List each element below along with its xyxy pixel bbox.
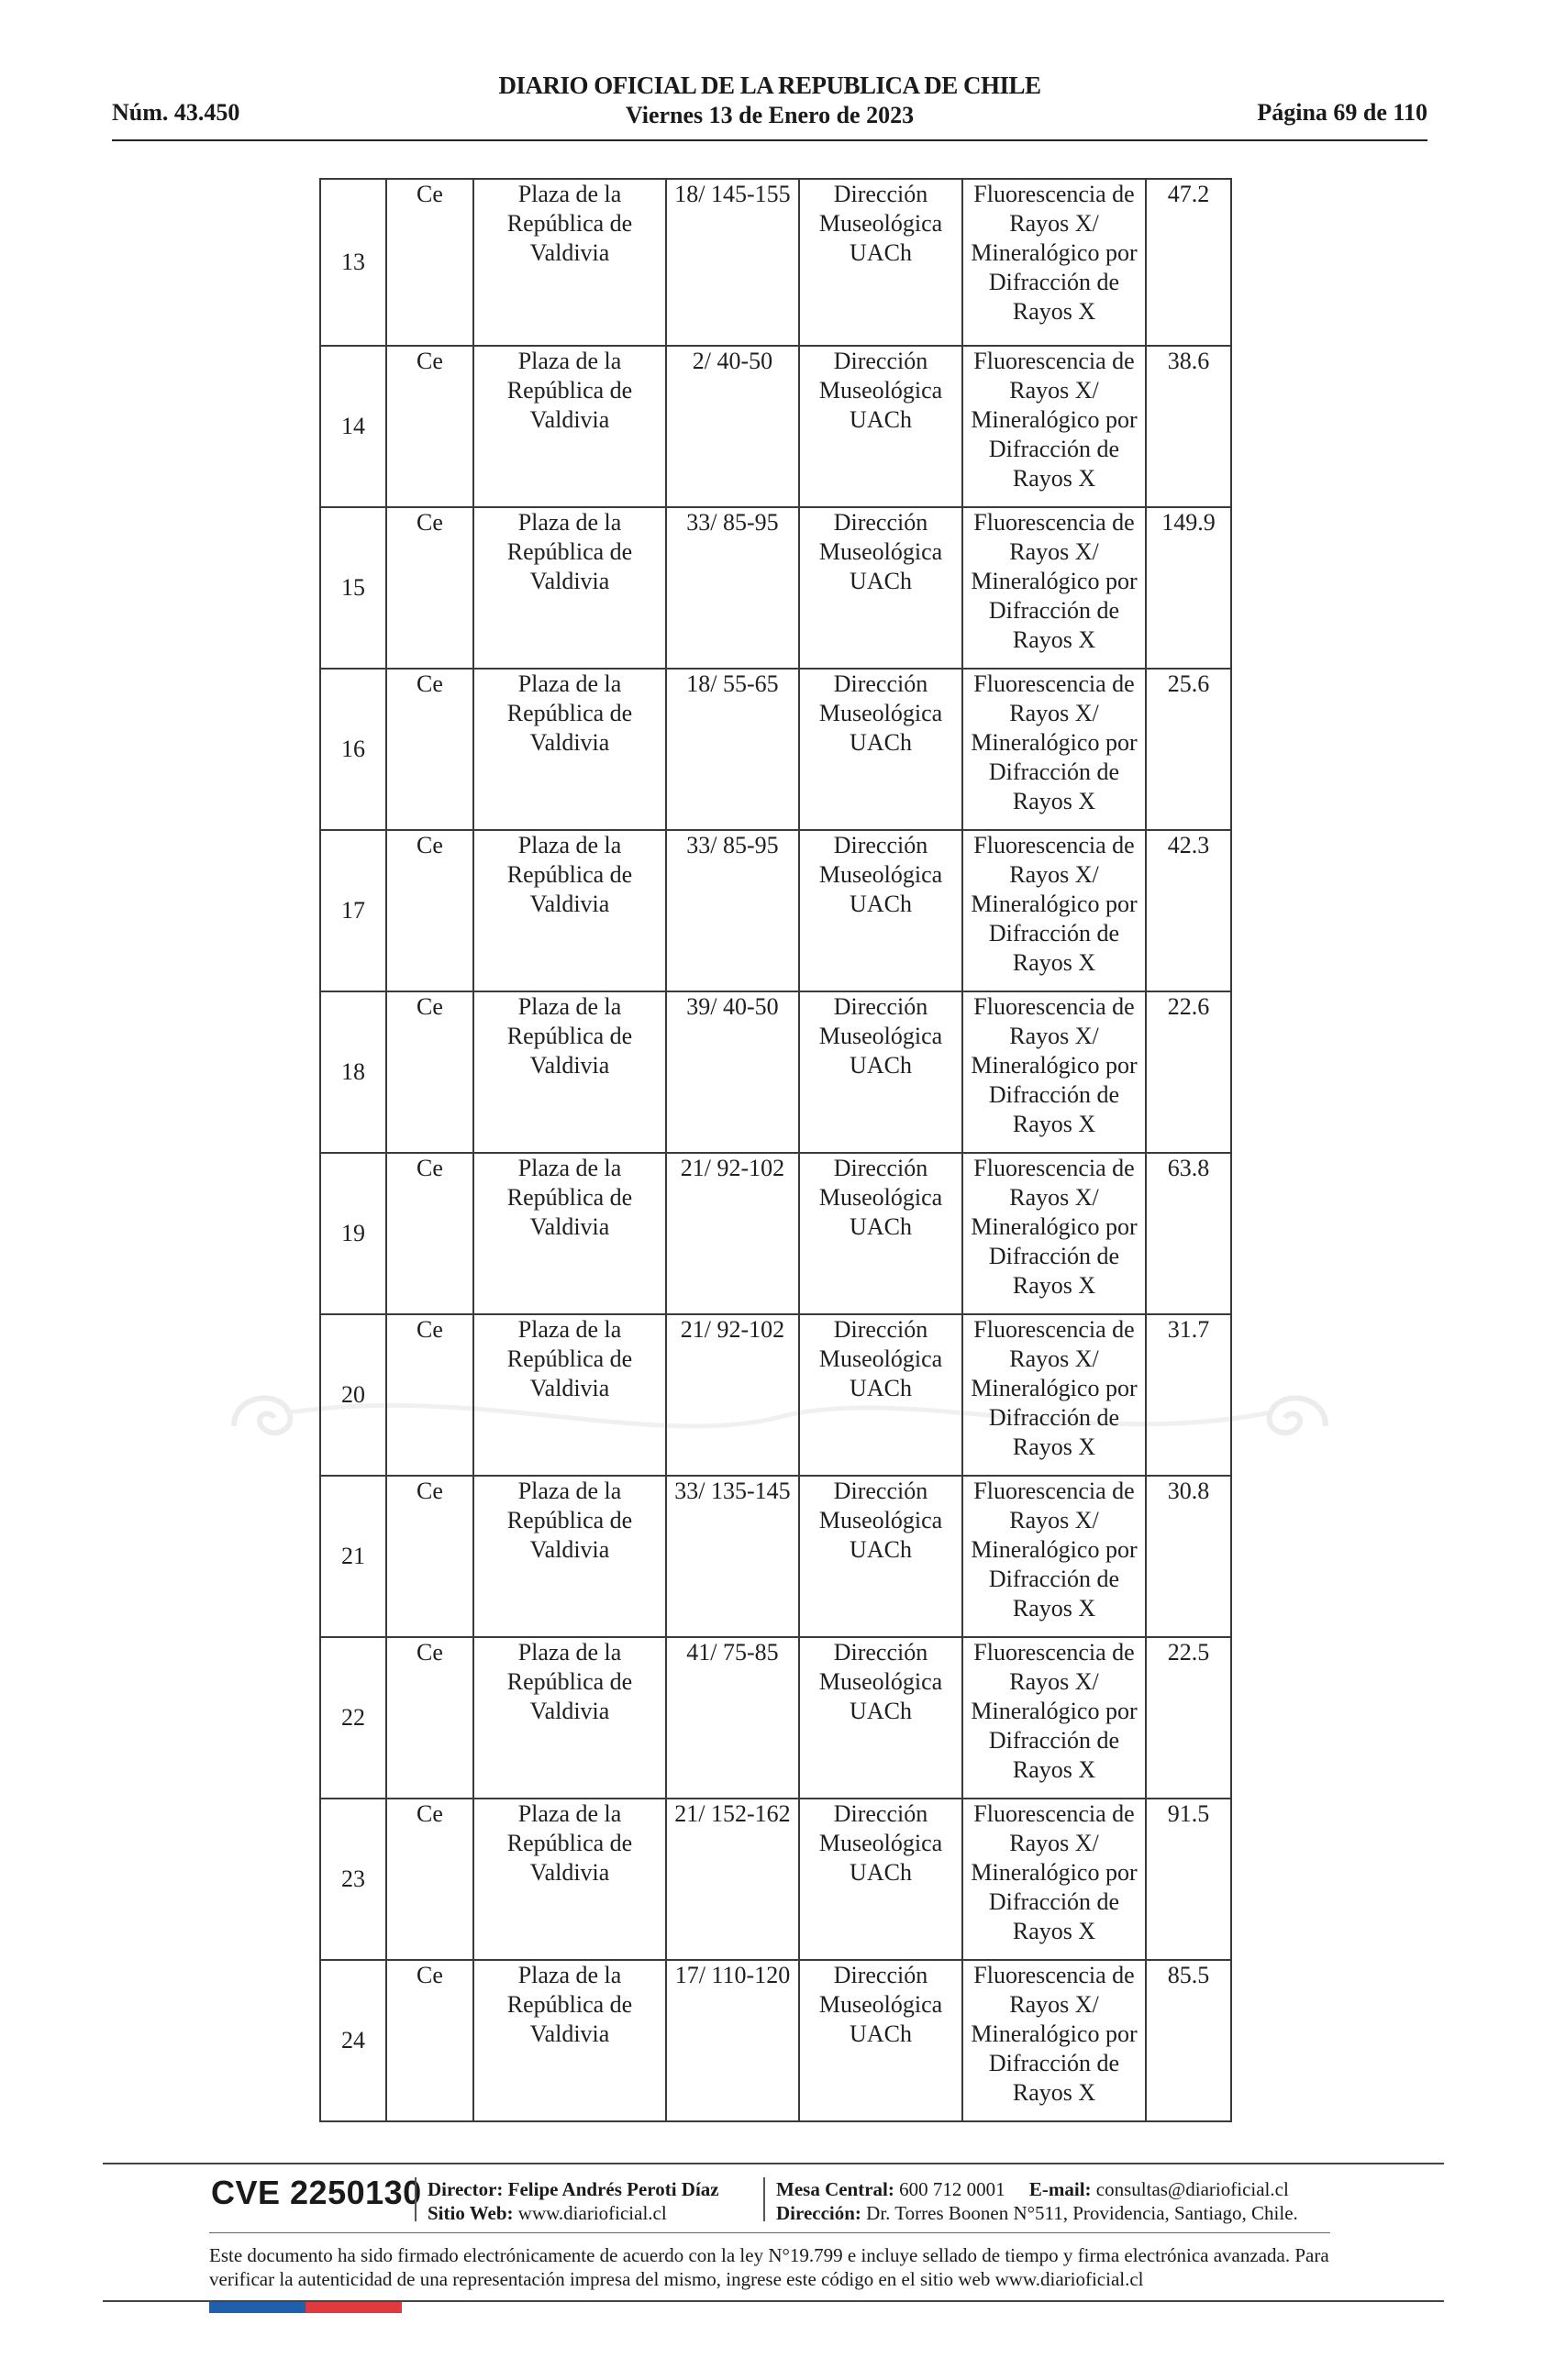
table-row [320,1314,1231,1476]
table-row [320,991,1231,1153]
issue-date: Viernes 13 de Enero de 2023 [625,102,915,128]
cell-sample-code: Ce [386,1476,473,1637]
cell-measured-value: 91.5 [1146,1799,1231,1960]
cell-sample-code: Ce [386,179,473,346]
site-link[interactable]: www.diarioficial.cl [517,2202,667,2224]
cell-custodian: Dirección Museológica UACh [799,507,962,669]
cell-dimensions: 2/ 40-50 [666,346,799,507]
newspaper-title: DIARIO OFICIAL DE LA REPUBLICA DE CHILE [498,72,1041,99]
site-label: Sitio Web: [428,2202,514,2224]
cell-row-number: 13 [320,179,386,346]
cell-dimensions: 21/ 152-162 [666,1799,799,1960]
page-header [112,66,1427,141]
flag-stripe [209,2302,402,2313]
cell-dimensions: 33/ 85-95 [666,507,799,669]
cell-custodian: Dirección Museológica UACh [799,1314,962,1476]
signature-notice: Este documento ha sido firmado electrónicamente de acuerdo con la ley N°19.799 e incluye sellado de tiempo y firma electrónica avanzada. Para verificar la autenticidad de una representación impresa del mismo, ingrese este código en el sitio web www.diarioficial.cl [209,2244,1329,2290]
cell-analysis-method: Fluorescencia de Rayos X/ Mineralógico por Difracción de Rayos X [962,346,1146,507]
cell-custodian: Dirección Museológica UACh [799,1960,962,2121]
table-row [320,507,1231,669]
address-text: Dr. Torres Boonen N°511, Providencia, Santiago, Chile. [866,2202,1298,2224]
cell-measured-value: 31.7 [1146,1314,1231,1476]
footer-separator [415,2177,417,2221]
cell-analysis-method: Fluorescencia de Rayos X/ Mineralógico por Difracción de Rayos X [962,507,1146,669]
mesa-label: Mesa Central: [776,2178,894,2200]
cell-location: Plaza de la República de Valdivia [473,1476,666,1637]
cell-sample-code: Ce [386,669,473,830]
samples-table [319,178,1232,2122]
cell-row-number: 15 [320,507,386,669]
table-row [320,669,1231,830]
footer-inner-divider [209,2232,1330,2233]
cell-measured-value: 22.5 [1146,1637,1231,1799]
cell-custodian: Dirección Museológica UACh [799,1637,962,1799]
cell-dimensions: 17/ 110-120 [666,1960,799,2121]
cell-measured-value: 25.6 [1146,669,1231,830]
cell-sample-code: Ce [386,1637,473,1799]
cell-custodian: Dirección Museológica UACh [799,346,962,507]
cell-location: Plaza de la República de Valdivia [473,1637,666,1799]
address-label: Dirección: [776,2202,861,2224]
table-row [320,346,1231,507]
director-name: Felipe Andrés Peroti Díaz [507,2178,719,2200]
cell-measured-value: 42.3 [1146,830,1231,991]
cell-analysis-method: Fluorescencia de Rayos X/ Mineralógico por Difracción de Rayos X [962,179,1146,346]
cell-dimensions: 39/ 40-50 [666,991,799,1153]
cell-row-number: 20 [320,1314,386,1476]
cve-code: CVE 2250130 [211,2174,422,2211]
cell-analysis-method: Fluorescencia de Rayos X/ Mineralógico por Difracción de Rayos X [962,1153,1146,1314]
cell-dimensions: 21/ 92-102 [666,1153,799,1314]
cell-sample-code: Ce [386,507,473,669]
cell-sample-code: Ce [386,1314,473,1476]
footer-divider [103,2163,1444,2164]
cell-dimensions: 18/ 145-155 [666,179,799,346]
cell-measured-value: 149.9 [1146,507,1231,669]
cell-dimensions: 41/ 75-85 [666,1637,799,1799]
table-row [320,1799,1231,1960]
cell-location: Plaza de la República de Valdivia [473,179,666,346]
cell-location: Plaza de la República de Valdivia [473,830,666,991]
cell-sample-code: Ce [386,830,473,991]
page-indicator: Página 69 de 110 [1257,99,1427,126]
cell-analysis-method: Fluorescencia de Rayos X/ Mineralógico por Difracción de Rayos X [962,1960,1146,2121]
cell-row-number: 19 [320,1153,386,1314]
cell-location: Plaza de la República de Valdivia [473,1799,666,1960]
table-row [320,1153,1231,1314]
email-label: E-mail: [1028,2178,1092,2200]
cell-analysis-method: Fluorescencia de Rayos X/ Mineralógico por Difracción de Rayos X [962,1314,1146,1476]
cell-location: Plaza de la República de Valdivia [473,669,666,830]
cell-dimensions: 33/ 85-95 [666,830,799,991]
cell-location: Plaza de la República de Valdivia [473,1314,666,1476]
cell-sample-code: Ce [386,1960,473,2121]
cell-row-number: 21 [320,1476,386,1637]
cell-custodian: Dirección Museológica UACh [799,991,962,1153]
cell-analysis-method: Fluorescencia de Rayos X/ Mineralógico por Difracción de Rayos X [962,1637,1146,1799]
cell-sample-code: Ce [386,1799,473,1960]
cell-measured-value: 30.8 [1146,1476,1231,1637]
cell-custodian: Dirección Museológica UACh [799,830,962,991]
cell-row-number: 18 [320,991,386,1153]
footer-director-block [428,2177,719,2225]
cell-sample-code: Ce [386,1153,473,1314]
cell-row-number: 17 [320,830,386,991]
table-row [320,830,1231,991]
cell-analysis-method: Fluorescencia de Rayos X/ Mineralógico por Difracción de Rayos X [962,991,1146,1153]
cell-custodian: Dirección Museológica UACh [799,1799,962,1960]
cell-analysis-method: Fluorescencia de Rayos X/ Mineralógico por Difracción de Rayos X [962,669,1146,830]
cell-row-number: 14 [320,346,386,507]
cell-custodian: Dirección Museológica UACh [799,669,962,830]
cell-location: Plaza de la República de Valdivia [473,507,666,669]
cell-analysis-method: Fluorescencia de Rayos X/ Mineralógico por Difracción de Rayos X [962,1799,1146,1960]
table-row [320,1637,1231,1799]
table-row [320,1960,1231,2121]
table-row [320,179,1231,346]
cell-location: Plaza de la República de Valdivia [473,1153,666,1314]
cell-location: Plaza de la República de Valdivia [473,1960,666,2121]
cell-measured-value: 85.5 [1146,1960,1231,2121]
footer-contact-block [776,2177,1437,2225]
cell-row-number: 23 [320,1799,386,1960]
cell-custodian: Dirección Museológica UACh [799,1476,962,1637]
cell-row-number: 16 [320,669,386,830]
footer-separator [763,2177,765,2221]
mesa-phone: 600 712 0001 [899,2178,1005,2200]
cell-custodian: Dirección Museológica UACh [799,179,962,346]
table-body [320,179,1231,2121]
email-link[interactable]: consultas@diarioficial.cl [1095,2178,1289,2200]
cell-dimensions: 21/ 92-102 [666,1314,799,1476]
flag-stripe-red [305,2302,402,2313]
flag-stripe-blue [209,2302,305,2313]
table-row [320,1476,1231,1637]
cell-location: Plaza de la República de Valdivia [473,346,666,507]
cell-measured-value: 63.8 [1146,1153,1231,1314]
issue-number: Núm. 43.450 [112,99,240,126]
cell-measured-value: 47.2 [1146,179,1231,346]
cell-sample-code: Ce [386,346,473,507]
cell-custodian: Dirección Museológica UACh [799,1153,962,1314]
cell-row-number: 22 [320,1637,386,1799]
cell-location: Plaza de la República de Valdivia [473,991,666,1153]
cell-dimensions: 18/ 55-65 [666,669,799,830]
cell-sample-code: Ce [386,991,473,1153]
cell-analysis-method: Fluorescencia de Rayos X/ Mineralógico por Difracción de Rayos X [962,1476,1146,1637]
director-label: Director: [428,2178,504,2200]
masthead [112,72,1427,129]
cell-row-number: 24 [320,1960,386,2121]
cell-measured-value: 22.6 [1146,991,1231,1153]
cell-measured-value: 38.6 [1146,346,1231,507]
cell-analysis-method: Fluorescencia de Rayos X/ Mineralógico por Difracción de Rayos X [962,830,1146,991]
cell-dimensions: 33/ 135-145 [666,1476,799,1637]
